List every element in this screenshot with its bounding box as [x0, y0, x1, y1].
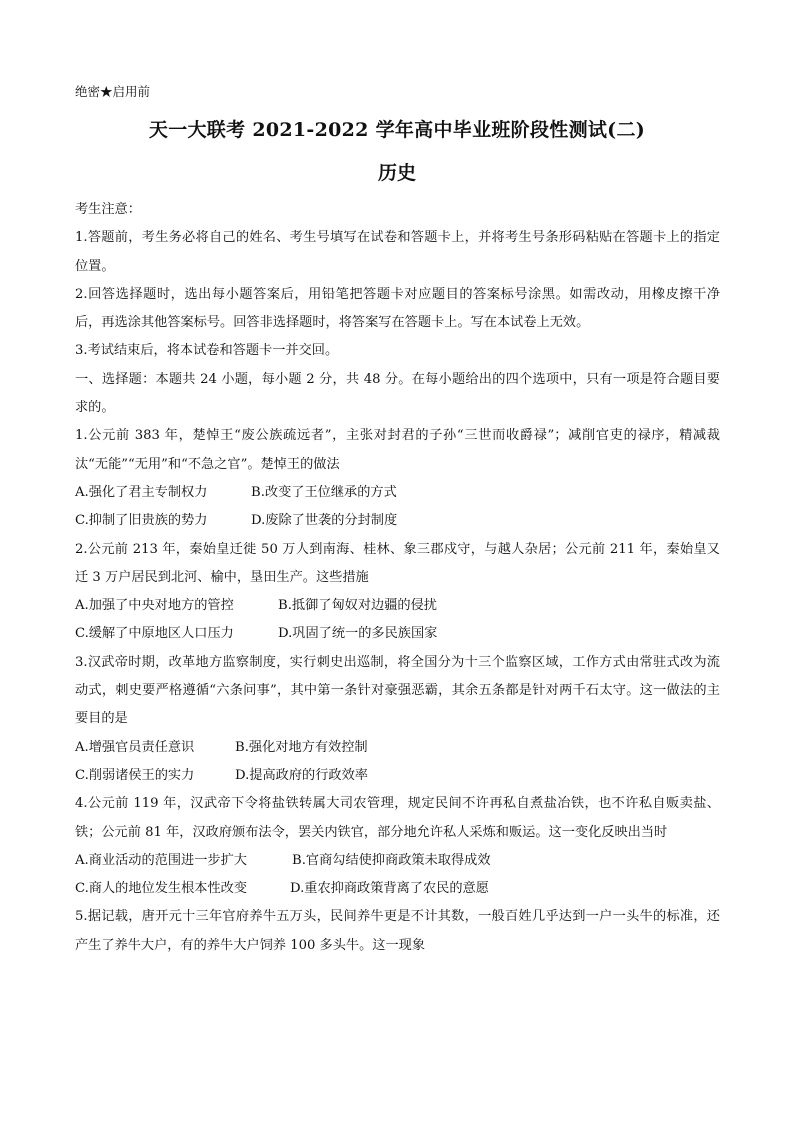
option-c: C.抑制了旧贵族的势力 — [75, 513, 208, 529]
option-b: B.强化对地方有效控制 — [235, 739, 368, 755]
question-2-options-row-1 — [75, 592, 720, 620]
exam-body — [75, 196, 720, 960]
option-a: A.强化了君主专制权力 — [75, 484, 208, 500]
option-a: A.商业活动的范围进一步扩大 — [75, 852, 247, 868]
option-d: D.废除了世袭的分封制度 — [251, 513, 398, 529]
question-5-stem: 5.据记载，唐开元十三年官府养牛五万头，民间养牛更是不计其数，一般百姓几乎达到一户一头牛的标准，还产生了养牛大户，有的养牛大户饲养 100 多头牛。这一现象 — [75, 909, 720, 953]
option-c: C.削弱诸侯王的实力 — [75, 767, 195, 783]
question-2-stem: 2.公元前 213 年，秦始皇迁徙 50 万人到南海、桂林、象三郡戍守，与越人杂居；公元前 211 年，秦始皇又迁 3 万户居民到北河、榆中，垦田生产。这些措施 — [75, 541, 720, 585]
subject-title: 历史 — [377, 162, 416, 184]
notes-heading: 考生注意： — [75, 202, 141, 217]
question-2-options-row-2 — [75, 620, 720, 648]
question-1-options-row-2 — [75, 507, 720, 535]
option-b: B.改变了王位继承的方式 — [251, 484, 397, 500]
exam-title: 天一大联考 2021-2022 学年高中毕业班阶段性测试(二) — [148, 119, 646, 141]
option-c: C.商人的地位发生根本性改变 — [75, 881, 248, 897]
confidential-label: 绝密★启用前 — [75, 84, 151, 99]
option-c: C.缓解了中原地区人口压力 — [75, 626, 234, 642]
question-3-options-row-1 — [75, 734, 720, 762]
option-a: A.加强了中央对地方的管控 — [75, 598, 234, 614]
option-b: B.抵御了匈奴对边疆的侵扰 — [278, 598, 437, 614]
option-b: B.官商勾结使抑商政策未取得成效 — [292, 852, 491, 868]
note-1: 1.答题前，考生务必将自己的姓名、考生号填写在试卷和答题卡上，并将考生号条形码粘贴在答题卡上的指定位置。 — [75, 230, 720, 274]
question-1-stem: 1.公元前 383 年，楚悼王“废公族疏远者”，主张对封君的子孙“三世而收爵禄”；减削官吏的禄序，精减裁汰“无能”“无用”和“不急之官”。楚悼王的做法 — [75, 428, 720, 472]
note-3: 3.考试结束后，将本试卷和答题卡一并交回。 — [75, 343, 339, 359]
question-3-options-row-2 — [75, 762, 720, 790]
option-a: A.增强官员责任意识 — [75, 739, 195, 755]
section-heading: 一、选择题：本题共 24 小题，每小题 2 分，共 48 分。在每小题给出的四个选项中，只有一项是符合题目要求的。 — [75, 371, 720, 416]
option-d: D.提高政府的行政效率 — [235, 767, 368, 783]
note-2: 2.回答选择题时，选出每小题答案后，用铅笔把答题卡对应题目的答案标号涂黑。如需改动，用橡皮擦干净后，再选涂其他答案标号。回答非选择题时，将答案写在答题卡上。写在本试卷上无效。 — [75, 286, 720, 331]
question-1-options-row-1 — [75, 479, 720, 507]
question-3-stem: 3.汉武帝时期，改革地方监察制度，实行刺史出巡制，将全国分为十三个监察区域，工作方式由常驻式改为流动式，刺史要严格遵循“六条问事”，其中第一条针对豪强恶霸，其余五条都是针对两千石太守。这一做法的主要目的是 — [75, 654, 720, 727]
question-4-options-row-2 — [75, 875, 720, 903]
question-4-stem: 4.公元前 119 年，汉武帝下令将盐铁转属大司农管理，规定民间不许再私自煮盐冶铁，也不许私自贩卖盐、铁；公元前 81 年，汉政府颁布法令，罢关内铁官，部分地允许私人采炼和贩运。这一变化反映出当时 — [75, 796, 720, 840]
question-4-options-row-1 — [75, 847, 720, 875]
option-d: D.巩固了统一的多民族国家 — [278, 626, 438, 642]
option-d: D.重农抑商政策背离了农民的意愿 — [290, 881, 489, 897]
